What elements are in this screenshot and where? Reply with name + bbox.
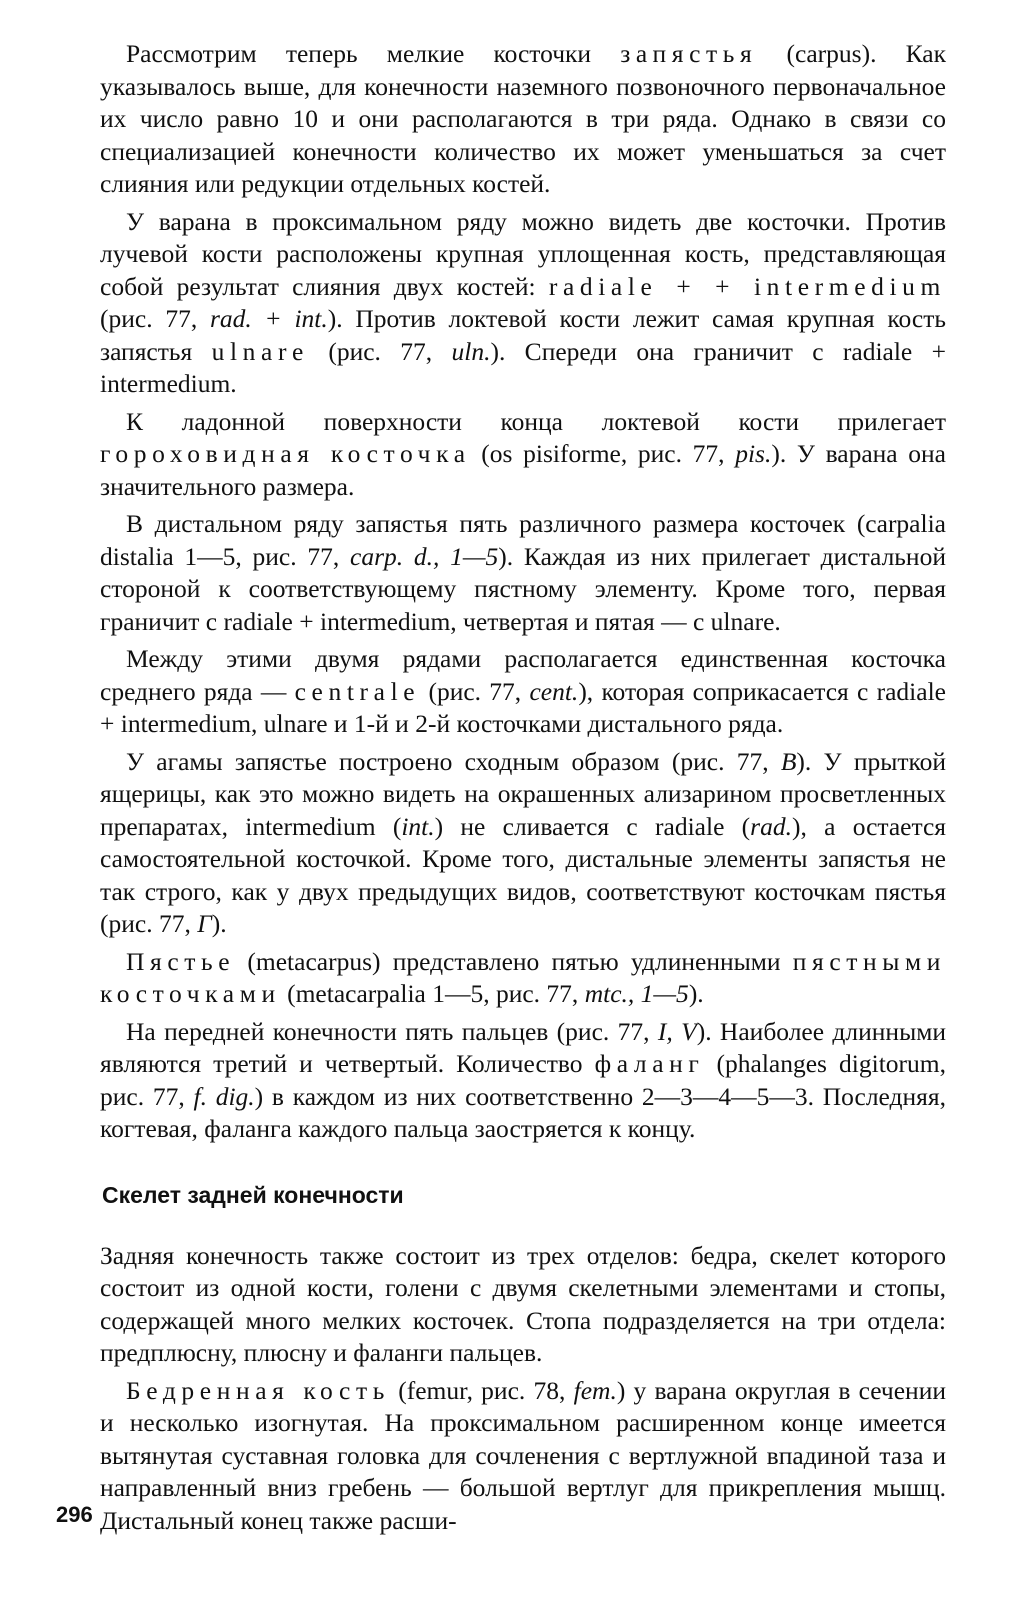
text-run: ). У прыткой ящерицы, как это можно видеть на окрашенных ализарином просветленных препаратах, intermedium (: [100, 746, 946, 841]
text-run: Между этими двумя рядами располагается единственная косточка среднего ряда —: [100, 644, 946, 706]
text-run: У варана в проксимальном ряду можно видеть две косточки. Против лучевой кости расположены крупная уплощенная кость, представляющая собой результат слияния двух костей:: [100, 206, 946, 301]
paragraph: [100, 946, 946, 1011]
spaced-term: ulnare: [211, 336, 309, 366]
text-run: ), которая соприкасается с radiale + intermedium, ulnare и 1-й и 2-й косточками дистального ряда.: [100, 676, 946, 738]
italic-ref: f. dig.: [193, 1081, 255, 1111]
spaced-term: Пястье: [126, 946, 236, 976]
text-run: В дистальном ряду запястья пять различного размера косточек (carpalia distalia 1—5, рис. 77,: [100, 509, 946, 571]
italic-ref: rad.: [750, 811, 792, 841]
paragraph: [100, 1016, 946, 1146]
text-run: (phalanges digitorum, рис. 77,: [100, 1049, 946, 1111]
text-run: ) у варана округлая в сечении и несколько изогнутая. На проксимальном расширенном конце имеется вытянутая суставная головка для сочленения с вертлужной впадиной таза и направленный вниз гребень — большой вертлуг для прикрепления мышц. Дистальный конец также расши-: [100, 1375, 946, 1535]
spaced-term: фаланг: [594, 1049, 705, 1078]
paragraph: [100, 746, 946, 941]
italic-ref: fem.: [573, 1375, 617, 1405]
italic-ref: I, V: [657, 1016, 697, 1046]
text-run: (carpus). Как указывалось выше, для конечности наземного позвоночного первоначальное их число равно 10 и они располагаются в три ряда. Однако в связи со специализацией конечности количество их может уменьшаться за счет слияния или редукции отдельных костей.: [100, 39, 946, 198]
italic-ref: int.: [401, 811, 435, 841]
italic-ref: uln.: [451, 336, 491, 366]
spaced-term: centrale: [294, 676, 421, 706]
text-run: На передней конечности пять пальцев (рис. 77,: [126, 1016, 658, 1046]
text-run: У агамы запястье построено сходным образом (рис. 77,: [126, 746, 781, 776]
italic-ref: pis.: [735, 439, 772, 468]
text-run: Рассмотрим теперь мелкие косточки: [126, 39, 621, 68]
text-run: (рис. 77,: [100, 304, 210, 333]
page-body: [100, 38, 946, 1542]
paragraph: [100, 38, 946, 201]
italic-ref: mtc., 1—5: [584, 979, 689, 1008]
italic-ref: cent.: [529, 676, 579, 706]
italic-ref: carp. d., 1—5: [350, 541, 499, 571]
paragraph: [100, 406, 946, 504]
spaced-term: запястья: [620, 39, 758, 68]
text-run: ). Наиболее длинными являются третий и четвертый. Количество: [100, 1016, 946, 1078]
paragraph: [100, 508, 946, 638]
text-run: ). Против локтевой кости лежит самая крупная кость запястья: [100, 304, 946, 366]
text-run: Задняя конечность также состоит из трех отделов: бедра, скелет которого состоит из одной кости, голени с двумя скелетными элементами и стопы, содержащей много мелких косточек. Стопа подразделяется на три отдела: предплюсну, плюсну и фаланги пальцев.: [100, 1240, 946, 1367]
text-run: (рис. 77,: [308, 336, 452, 366]
italic-ref: В: [780, 746, 797, 776]
text-run: ). У варана она значительного размера.: [100, 439, 946, 501]
text-run: ).: [211, 909, 227, 938]
paragraph: [100, 643, 946, 741]
text-block-forelimb: [100, 38, 946, 1146]
text-run: К ладонной поверхности конца локтевой кости прилегает: [126, 406, 946, 436]
text-run: (metacarpus) представлено пятью удлиненными: [235, 946, 793, 976]
italic-ref: Г: [197, 909, 212, 938]
italic-ref: rad. + int.: [209, 304, 328, 333]
text-run: (os pisiforme, рис. 77,: [470, 439, 736, 468]
text-run: (femur, рис. 78,: [389, 1375, 574, 1405]
text-run: (metacarpalia 1—5, рис. 77,: [280, 979, 585, 1008]
text-run: ) не сливается с radiale (: [434, 811, 751, 841]
text-run: ). Каждая из них прилегает дистальной стороной к соответствующему пястному элементу. Кроме того, первая граничит с radiale + intermedium, четвертая и пятая — с ulnare.: [100, 541, 946, 636]
text-run: ), а остается самостоятельной косточкой. Кроме того, дистальные элементы запястья не так строго, как у двух предыдущих видов, соответствуют косточкам пястья (рис. 77,: [100, 811, 946, 938]
spaced-term: radiale + + intermedium: [548, 271, 946, 301]
spaced-term: пястными косточками: [100, 946, 946, 1008]
text-run: ). Спереди она граничит с radiale + intermedium.: [100, 336, 946, 398]
page-number: 296: [56, 1502, 93, 1527]
paragraph: [100, 1375, 946, 1538]
spaced-term: Бедренная кость: [126, 1375, 390, 1405]
text-run: ) в каждом из них соответственно 2—3—4—5—3. Последняя, когтевая, фаланга каждого пальца заостряется к концу.: [100, 1081, 946, 1143]
spaced-term: гороховидная косточка: [100, 439, 471, 468]
paragraph: [100, 1240, 946, 1370]
text-run: ).: [688, 979, 704, 1008]
paragraph: [100, 206, 946, 401]
text-block-hindlimb: [100, 1240, 946, 1538]
section-heading: Скелет задней конечности: [102, 1181, 404, 1208]
text-run: (рис. 77,: [420, 676, 530, 706]
